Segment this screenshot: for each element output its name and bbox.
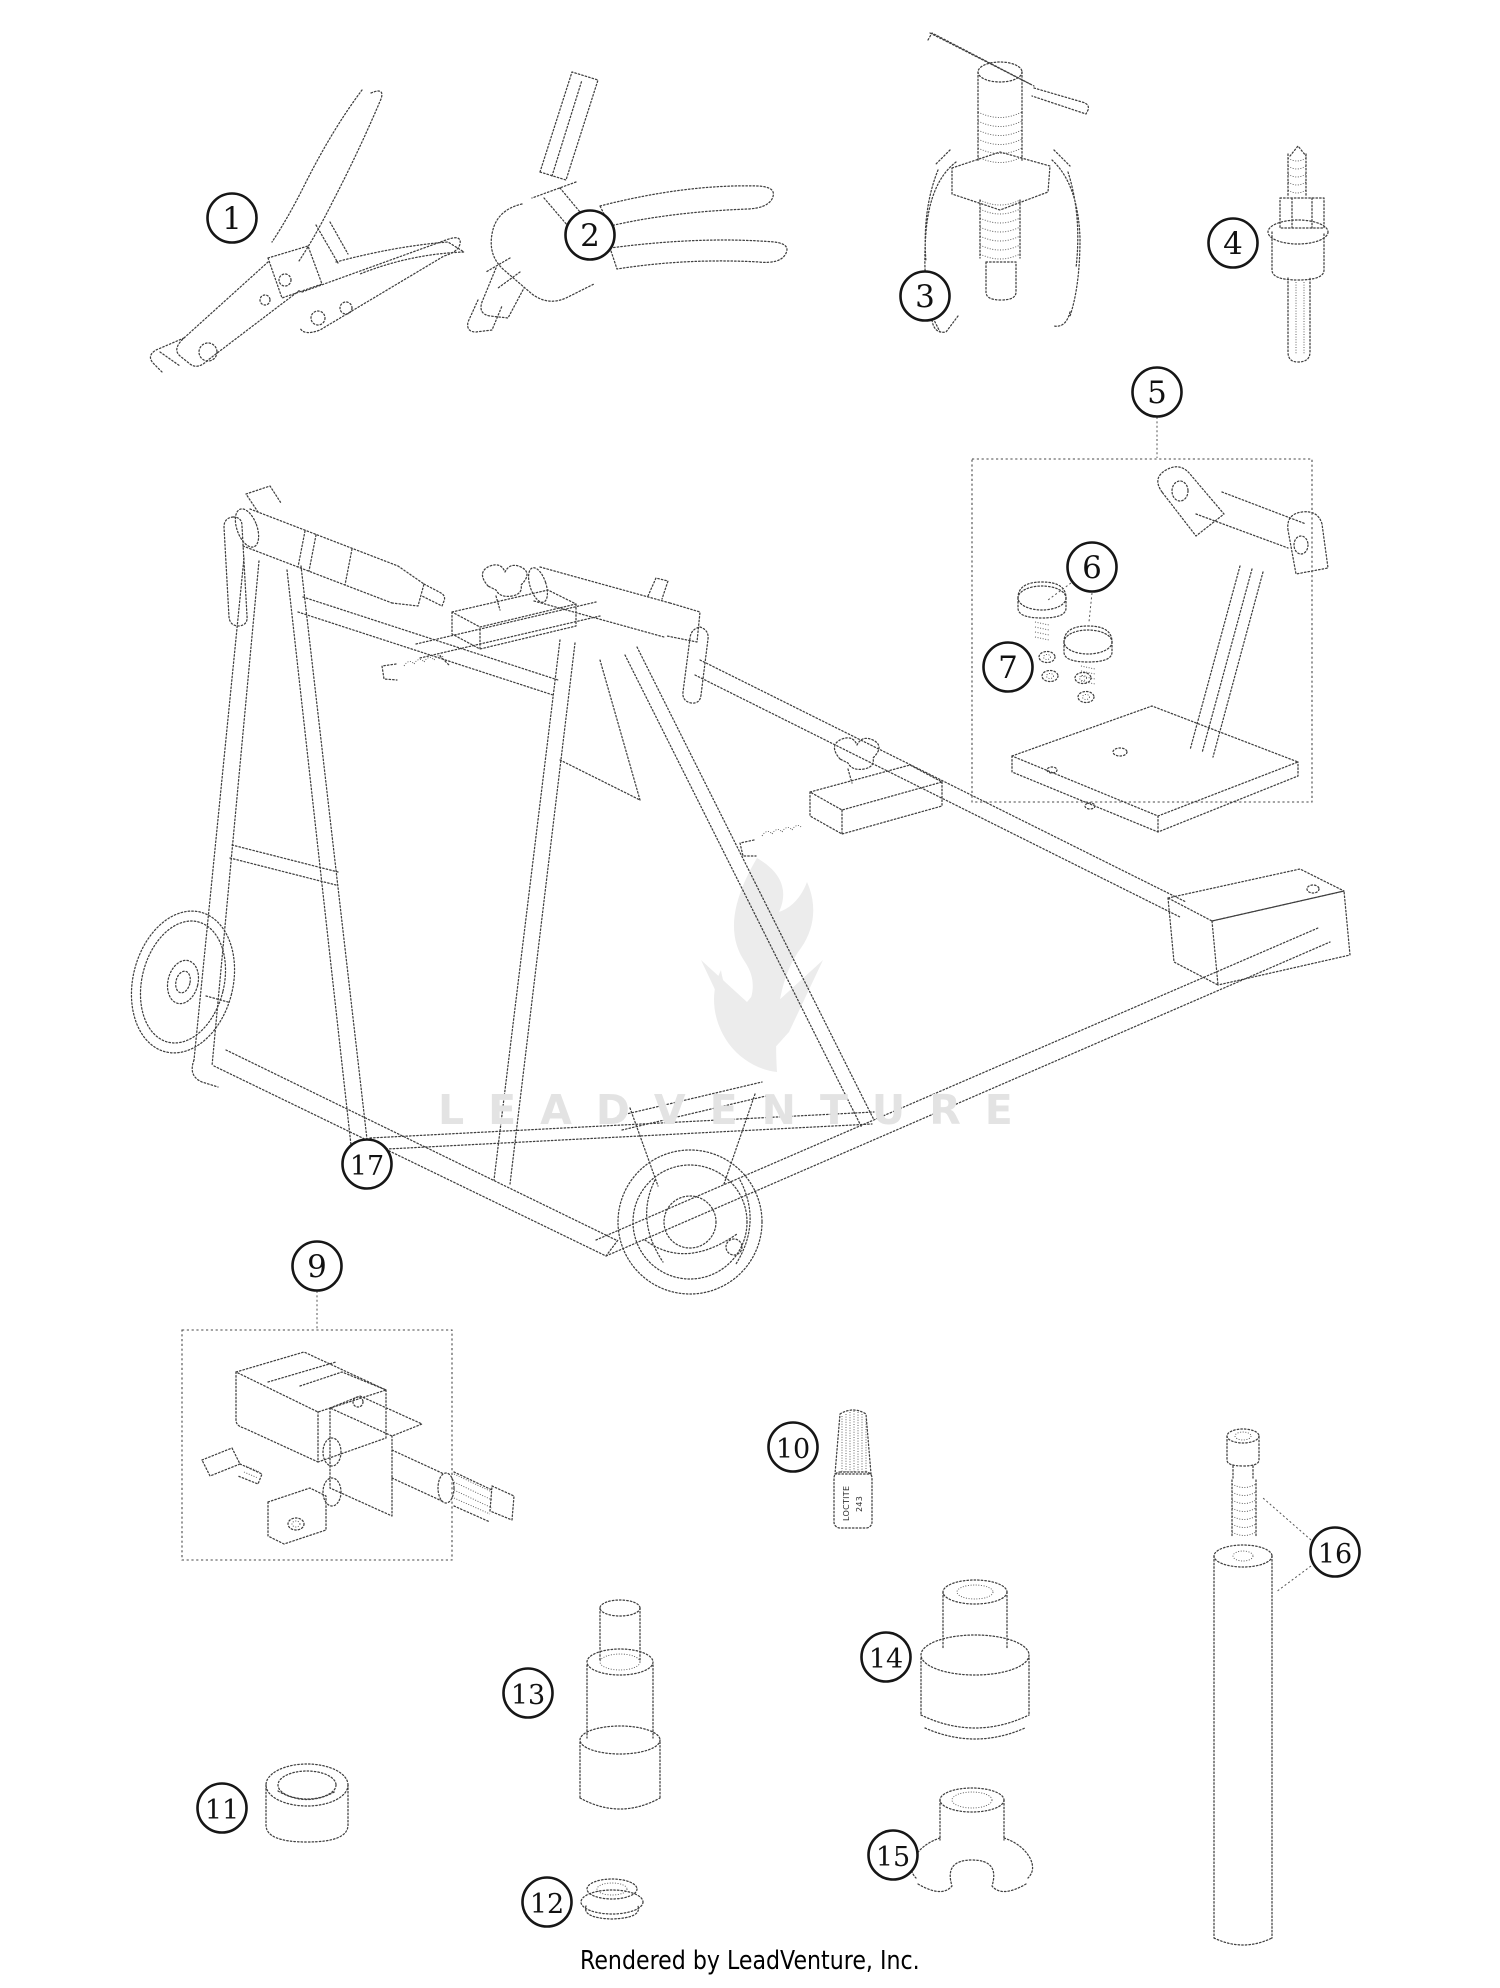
clamp-pliers-drawing bbox=[468, 72, 787, 332]
svg-text:6: 6 bbox=[1082, 550, 1102, 586]
svg-text:2: 2 bbox=[580, 218, 600, 254]
loctite-label-line2: 243 bbox=[855, 1495, 864, 1512]
clamp-kit-box bbox=[182, 1330, 514, 1560]
callout-12[interactable] bbox=[523, 1878, 572, 1927]
svg-text:12: 12 bbox=[529, 1889, 565, 1920]
svg-text:16: 16 bbox=[1317, 1539, 1353, 1570]
footer bbox=[0, 1946, 1500, 1976]
bracket-kit-box bbox=[972, 459, 1328, 832]
callout-14[interactable] bbox=[862, 1633, 911, 1682]
callout-10[interactable] bbox=[769, 1423, 818, 1472]
callout-9[interactable] bbox=[293, 1242, 342, 1291]
callout-5[interactable] bbox=[1133, 368, 1182, 417]
callout-16[interactable] bbox=[1311, 1528, 1360, 1577]
callout-15[interactable] bbox=[869, 1831, 918, 1880]
svg-text:15: 15 bbox=[875, 1842, 911, 1873]
circlip-pliers-drawing bbox=[150, 90, 464, 372]
gear-puller-drawing bbox=[925, 33, 1089, 332]
watermark-text: LEADVENTURE bbox=[438, 1086, 1037, 1134]
bushing-driver-drawing bbox=[921, 1580, 1029, 1739]
press-tool-drawing bbox=[580, 1600, 660, 1809]
callout-2[interactable] bbox=[566, 211, 615, 260]
assembly-stand-drawing bbox=[117, 486, 1350, 1294]
callout-17[interactable] bbox=[343, 1140, 392, 1189]
svg-text:9: 9 bbox=[307, 1249, 327, 1285]
svg-text:11: 11 bbox=[204, 1795, 240, 1826]
rod-and-bolt-drawing bbox=[1214, 1429, 1272, 1945]
footer-text: Rendered by LeadVenture, Inc. bbox=[580, 1946, 920, 1976]
cap-plug-drawing bbox=[581, 1879, 643, 1919]
scalloped-tool-drawing bbox=[911, 1788, 1032, 1892]
bushing-ring-drawing bbox=[266, 1764, 348, 1842]
loctite-tube-drawing bbox=[834, 1410, 872, 1528]
watermark-logo bbox=[701, 858, 823, 1072]
callout-3[interactable] bbox=[901, 272, 950, 321]
callout-13[interactable] bbox=[504, 1669, 553, 1718]
svg-text:7: 7 bbox=[998, 650, 1018, 686]
callout-4[interactable] bbox=[1209, 219, 1258, 268]
callout-6[interactable] bbox=[1068, 543, 1117, 592]
svg-text:13: 13 bbox=[510, 1680, 546, 1711]
svg-text:5: 5 bbox=[1147, 375, 1167, 411]
stud-tool-drawing bbox=[1268, 146, 1328, 362]
svg-text:14: 14 bbox=[868, 1644, 904, 1675]
washers-drawing bbox=[1039, 652, 1094, 703]
callout-7[interactable] bbox=[984, 643, 1033, 692]
callouts-layer bbox=[198, 194, 1360, 1927]
callout-11[interactable] bbox=[198, 1784, 247, 1833]
svg-text:3: 3 bbox=[915, 279, 935, 315]
svg-text:10: 10 bbox=[775, 1434, 811, 1465]
svg-text:17: 17 bbox=[349, 1151, 385, 1182]
loctite-label-line1: LOCTITE bbox=[842, 1485, 851, 1521]
leader-lines bbox=[317, 417, 1311, 1592]
svg-text:1: 1 bbox=[222, 201, 242, 237]
svg-text:4: 4 bbox=[1223, 226, 1243, 262]
callout-1[interactable] bbox=[208, 194, 257, 243]
